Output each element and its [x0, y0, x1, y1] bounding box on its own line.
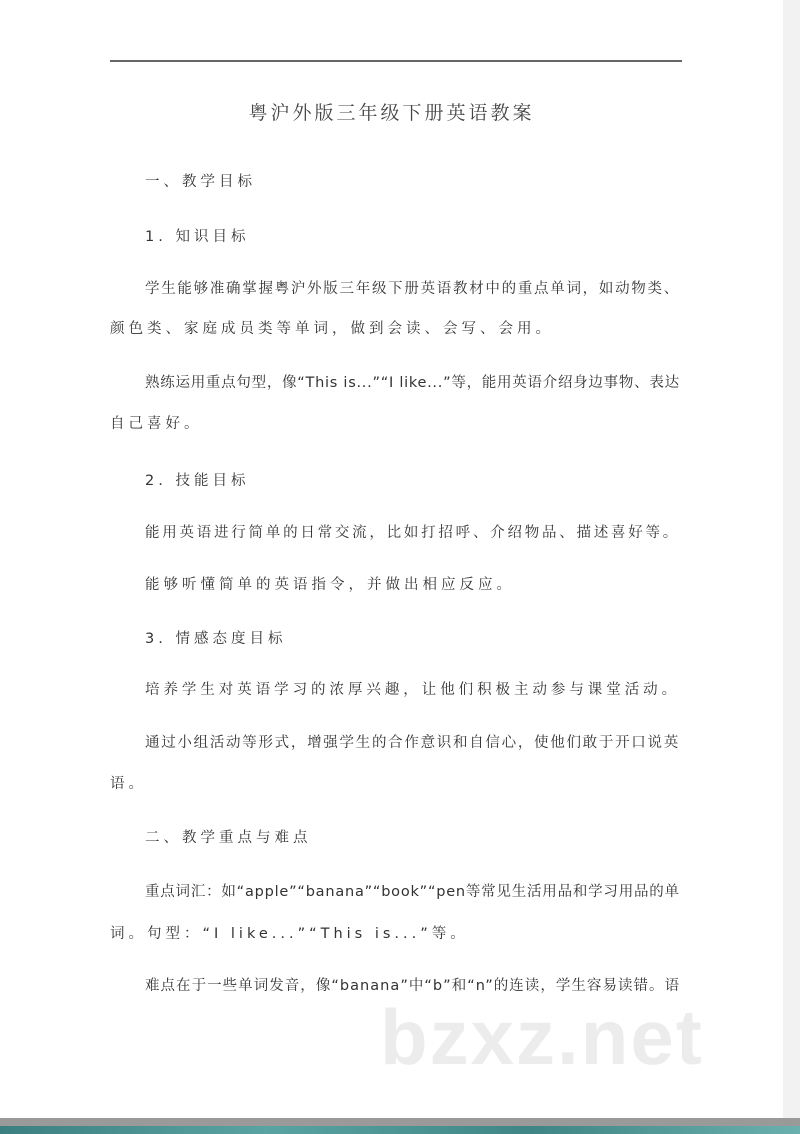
section-heading: 二、教学重点与难点	[145, 830, 312, 846]
paragraph-line: 语。	[110, 776, 147, 792]
paragraph-line: 熟练运用重点句型，像“This is...”“I like...”等，能用英语介绍身边事物、表达	[145, 375, 680, 391]
paragraph-line: 颜色类、家庭成员类等单词，做到会读、会写、会用。	[110, 321, 554, 337]
subsection-heading: 3. 情感态度目标	[145, 631, 287, 647]
paragraph-line: 重点词汇：如“apple”“banana”“book”“pen等常见生活用品和学习用品的单	[145, 884, 680, 900]
subsection-heading: 1. 知识目标	[145, 229, 250, 245]
bottom-divider	[0, 1118, 800, 1126]
section-heading: 一、教学目标	[145, 174, 256, 190]
paragraph-line: 自己喜好。	[110, 416, 203, 432]
watermark: bzxz.net	[380, 993, 704, 1081]
header-rule	[110, 60, 682, 62]
document-title: 粤沪外版三年级下册英语教案	[248, 102, 535, 124]
paragraph-line: 难点在于一些单词发音，像“banana”中“b”和“n”的连读，学生容易读错。语	[145, 978, 681, 994]
paragraph-line: 词。句型：“I like...”“This is...”等。	[110, 926, 469, 942]
background-strip	[0, 1126, 800, 1134]
paragraph-line: 通过小组活动等形式，增强学生的合作意识和自信心，使他们敢于开口说英	[145, 735, 680, 751]
subsection-heading: 2. 技能目标	[145, 473, 250, 489]
page-edge	[783, 0, 800, 1118]
paragraph-line: 培养学生对英语学习的浓厚兴趣，让他们积极主动参与课堂活动。	[145, 682, 681, 698]
paragraph-line: 学生能够准确掌握粤沪外版三年级下册英语教材中的重点单词，如动物类、	[145, 281, 680, 297]
paragraph-line: 能用英语进行简单的日常交流，比如打招呼、介绍物品、描述喜好等。	[145, 525, 681, 541]
paragraph-line: 能够听懂简单的英语指令，并做出相应反应。	[145, 577, 515, 593]
